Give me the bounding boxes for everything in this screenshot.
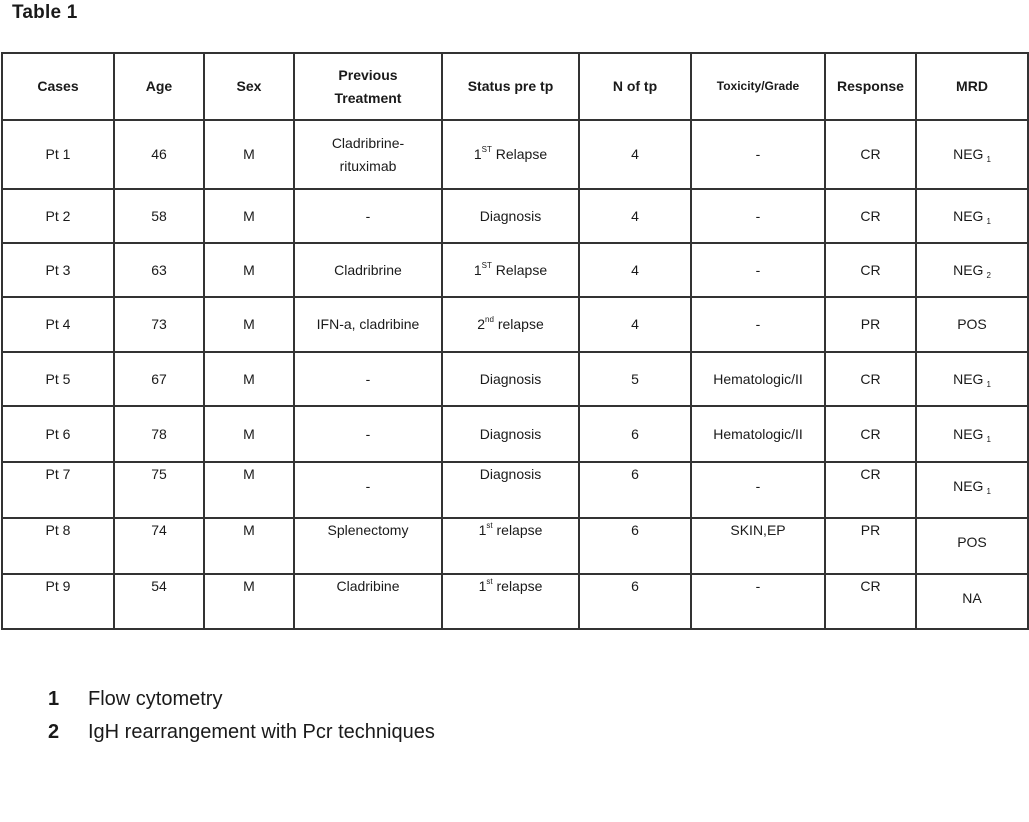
header-previous-line1: Previous <box>338 66 398 83</box>
header-response: Response <box>825 53 916 120</box>
header-ntp: N of tp <box>579 53 691 120</box>
cell-ntp: 4 <box>579 189 691 243</box>
header-status: Status pre tp <box>442 53 579 120</box>
mrd-value: NEG <box>953 207 984 224</box>
cell-mrd <box>916 243 1028 297</box>
cell-toxicity: Hematologic/II <box>691 406 825 462</box>
cell-case: Pt 1 <box>2 120 114 189</box>
header-previous-treatment <box>294 53 442 120</box>
cell-response: PR <box>825 518 916 574</box>
cell-sex: M <box>204 189 294 243</box>
cell-sex: M <box>204 518 294 574</box>
mrd-value: NEG <box>953 370 984 387</box>
footnote-text: Flow cytometry <box>88 688 223 710</box>
cell-status <box>442 518 579 574</box>
status-ordinal: 1 <box>473 261 482 278</box>
mrd-text: NEG <box>953 478 984 494</box>
cell-status <box>442 120 579 189</box>
mrd-footnote-ref: 1 <box>986 216 991 226</box>
cell-mrd <box>916 406 1028 462</box>
table-row <box>2 297 1028 352</box>
cell-response: CR <box>825 243 916 297</box>
cell-age: 46 <box>114 120 204 189</box>
mrd-value: POS <box>957 534 987 550</box>
patients-table <box>1 52 1029 630</box>
cell-case: Pt 8 <box>2 518 114 574</box>
cell-status <box>442 243 579 297</box>
cell-prev-value: - <box>365 478 371 494</box>
header-cases: Cases <box>2 53 114 120</box>
status-text: Relapse <box>491 261 548 278</box>
footnote-number: 1 <box>48 688 60 710</box>
status-ordinal: 1 <box>478 578 487 594</box>
cell-age: 74 <box>114 518 204 574</box>
cell-prev-line1: Cladribrine- <box>331 134 405 151</box>
footnote-number: 2 <box>48 721 60 743</box>
cell-toxicity: SKIN,EP <box>691 518 825 574</box>
cell-sex: M <box>204 406 294 462</box>
mrd-value: NEG <box>953 425 984 442</box>
table-row <box>2 462 1028 518</box>
cell-response: CR <box>825 462 916 518</box>
cell-ntp: 6 <box>579 406 691 462</box>
status-text: relapse <box>492 578 543 594</box>
cell-status <box>442 574 579 629</box>
cell-response: PR <box>825 297 916 352</box>
status-ordinal: 1 <box>473 146 482 162</box>
cell-previous-treatment: IFN-a, cladribine <box>294 297 442 352</box>
cell-ntp: 4 <box>579 120 691 189</box>
cell-previous-treatment <box>294 120 442 189</box>
footnote-item <box>48 683 435 716</box>
cell-tox-value: - <box>755 478 761 494</box>
cell-case: Pt 6 <box>2 406 114 462</box>
mrd-footnote-ref: 1 <box>986 155 991 164</box>
status-ordinal-suffix: nd <box>485 315 494 324</box>
header-sex: Sex <box>204 53 294 120</box>
header-mrd: MRD <box>916 53 1028 120</box>
table-row <box>2 518 1028 574</box>
cell-sex: M <box>204 243 294 297</box>
footnote-text: IgH rearrangement with Pcr techniques <box>88 721 435 743</box>
cell-age: 78 <box>114 406 204 462</box>
cell-sex: M <box>204 574 294 629</box>
table-row <box>2 574 1028 629</box>
cell-case: Pt 7 <box>2 462 114 518</box>
header-previous-line2: Treatment <box>334 89 402 106</box>
status-ordinal-suffix: st <box>486 577 493 586</box>
cell-mrd <box>916 574 1028 629</box>
mrd-value: NEG <box>953 146 984 162</box>
cell-toxicity: Hematologic/II <box>691 352 825 406</box>
cell-status: Diagnosis <box>442 462 579 518</box>
cell-response: CR <box>825 406 916 462</box>
cell-status: Diagnosis <box>442 189 579 243</box>
cell-previous-treatment: - <box>294 352 442 406</box>
status-ordinal-suffix: st <box>486 521 493 530</box>
cell-response: CR <box>825 352 916 406</box>
status-text: Relapse <box>491 146 548 162</box>
cell-age: 63 <box>114 243 204 297</box>
footnotes <box>48 683 435 749</box>
cell-age: 75 <box>114 462 204 518</box>
cell-toxicity <box>691 462 825 518</box>
cell-mrd <box>916 352 1028 406</box>
cell-response: CR <box>825 189 916 243</box>
cell-toxicity <box>691 574 825 629</box>
cell-ntp: 4 <box>579 297 691 352</box>
cell-case: Pt 9 <box>2 574 114 629</box>
cell-previous-treatment: Cladribrine <box>294 243 442 297</box>
status-text: relapse <box>493 316 544 332</box>
cell-previous-treatment <box>294 462 442 518</box>
cell-sex: M <box>204 120 294 189</box>
cell-toxicity: - <box>691 120 825 189</box>
cell-previous-treatment: - <box>294 189 442 243</box>
mrd-value <box>953 463 991 498</box>
cell-age: 58 <box>114 189 204 243</box>
mrd-value: NEG <box>953 261 984 278</box>
cell-previous-treatment: Splenectomy <box>294 518 442 574</box>
cell-mrd <box>916 297 1028 352</box>
cell-age: 54 <box>114 574 204 629</box>
footnote-item <box>48 716 435 749</box>
cell-age: 67 <box>114 352 204 406</box>
header-toxicity: Toxicity/Grade <box>691 53 825 120</box>
cell-sex: M <box>204 352 294 406</box>
cell-case: Pt 3 <box>2 243 114 297</box>
cell-previous-treatment: Cladribine <box>294 574 442 629</box>
header-row <box>2 53 1028 120</box>
status-text: relapse <box>492 522 543 538</box>
table-row <box>2 120 1028 189</box>
cell-mrd <box>916 518 1028 574</box>
header-age: Age <box>114 53 204 120</box>
cell-toxicity: - <box>691 189 825 243</box>
mrd-footnote-ref: 2 <box>986 270 991 280</box>
mrd-footnote-ref: 1 <box>986 379 991 389</box>
cell-age: 73 <box>114 297 204 352</box>
cell-ntp: 5 <box>579 352 691 406</box>
cell-case: Pt 4 <box>2 297 114 352</box>
cell-previous-treatment: - <box>294 406 442 462</box>
mrd-value: POS <box>957 316 987 332</box>
status-ordinal-suffix: ST <box>481 260 492 270</box>
mrd-footnote-ref: 1 <box>986 434 991 444</box>
cell-ntp: 4 <box>579 243 691 297</box>
mrd-value: NA <box>962 590 982 606</box>
cell-status: Diagnosis <box>442 352 579 406</box>
cell-sex: M <box>204 462 294 518</box>
cell-ntp: 6 <box>579 574 691 629</box>
status-ordinal: 2 <box>477 316 486 332</box>
cell-response: CR <box>825 120 916 189</box>
table-row <box>2 406 1028 462</box>
cell-response: CR <box>825 574 916 629</box>
table-title: Table 1 <box>12 2 78 23</box>
cell-case: Pt 5 <box>2 352 114 406</box>
cell-ntp: 6 <box>579 462 691 518</box>
mrd-footnote-ref: 1 <box>986 487 991 496</box>
cell-case: Pt 2 <box>2 189 114 243</box>
cell-mrd <box>916 462 1028 518</box>
cell-mrd <box>916 120 1028 189</box>
table-row <box>2 352 1028 406</box>
cell-toxicity: - <box>691 243 825 297</box>
cell-toxicity: - <box>691 297 825 352</box>
table-row <box>2 189 1028 243</box>
status-ordinal: 1 <box>478 522 487 538</box>
cell-sex: M <box>204 297 294 352</box>
table-row <box>2 243 1028 297</box>
cell-status <box>442 297 579 352</box>
cell-mrd <box>916 189 1028 243</box>
cell-ntp: 6 <box>579 518 691 574</box>
cell-status: Diagnosis <box>442 406 579 462</box>
status-ordinal-suffix: ST <box>481 145 492 154</box>
cell-tox-value: - <box>755 578 761 594</box>
cell-prev-line2: rituximab <box>339 157 397 174</box>
